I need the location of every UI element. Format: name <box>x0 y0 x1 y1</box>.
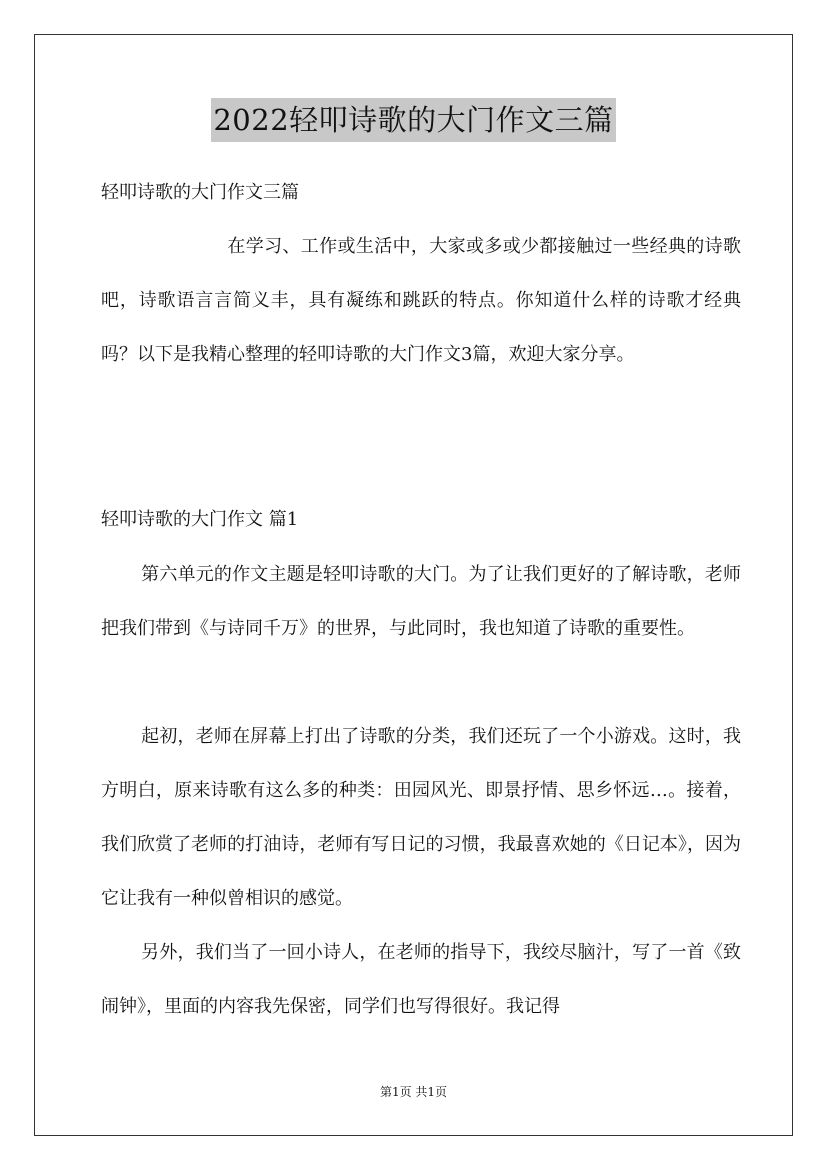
intro-text: 在学习、工作或生活中，大家或多或少都接触过一些经典的诗歌吧，诗歌语言言简义丰，具有凝练和跳跃的特点。你知道什么样的诗歌才经典吗？以下是我精心整理的轻叩诗歌的大门作文3篇，欢迎大家分享。 <box>101 236 741 365</box>
title-container <box>0 98 827 142</box>
document-subtitle: 轻叩诗歌的大门作文三篇 <box>101 182 299 203</box>
intro-paragraph <box>101 220 741 382</box>
page-footer: 第1页 共1页 <box>379 1085 448 1099</box>
body-paragraph-1 <box>101 548 741 656</box>
section-title: 轻叩诗歌的大门作文 篇1 <box>101 509 299 530</box>
body-paragraph-3 <box>101 926 741 1034</box>
document-title: 2022轻叩诗歌的大门作文三篇 <box>211 98 615 142</box>
paragraph-text: 另外，我们当了一回小诗人，在老师的指导下，我绞尽脑汁，写了一首《致闹钟》，里面的内容我先保密，同学们也写得很好。我记得 <box>101 942 741 1017</box>
body-paragraph-2 <box>101 710 741 926</box>
paragraph-text: 起初，老师在屏幕上打出了诗歌的分类，我们还玩了一个小游戏。这时，我方明白，原来诗歌有这么多的种类：田园风光、即景抒情、思乡怀远…。接着，我们欣赏了老师的打油诗，老师有写日记的习惯，我最喜欢她的《日记本》，因为它让我有一种似曾相识的感觉。 <box>101 726 741 909</box>
paragraph-text: 第六单元的作文主题是轻叩诗歌的大门。为了让我们更好的了解诗歌，老师把我们带到《与诗同千万》的世界，与此同时，我也知道了诗歌的重要性。 <box>101 564 741 639</box>
